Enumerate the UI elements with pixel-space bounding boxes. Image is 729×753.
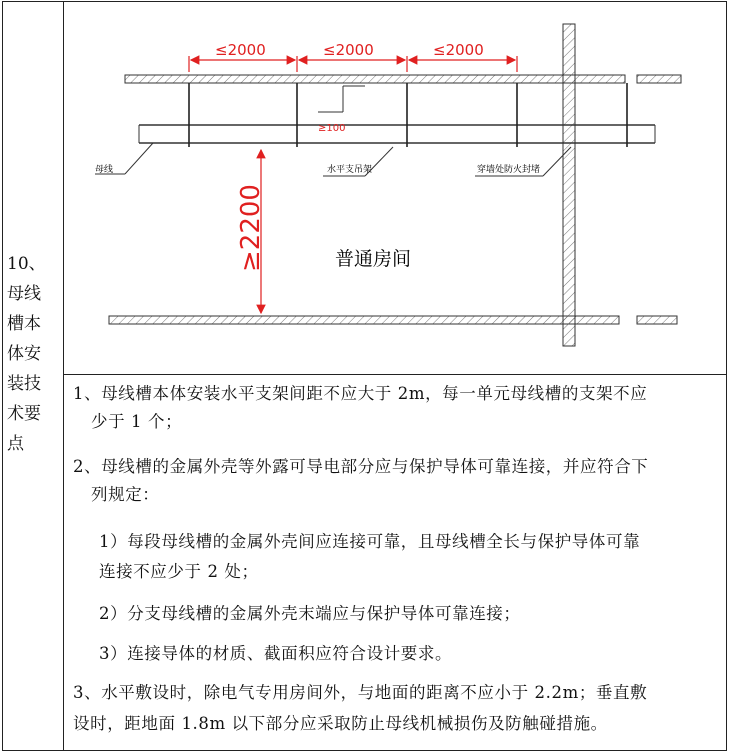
req-2-line-1: 2、母线槽的金属外壳等外露可导电部分应与保护导体可靠连接，并应符合下 [73, 457, 649, 476]
column-divider [63, 2, 64, 750]
room-label: 普通房间 [335, 248, 412, 270]
req-2-line-2: 列规定： [91, 485, 160, 504]
req-3-line-1: 3、水平敷设时，除电气专用房间外，与地面的距离不应小于 2.2m；垂直敷 [73, 683, 648, 702]
sub-3: 3）连接导体的材质、截面积应符合设计要求。 [99, 644, 453, 663]
partition-wall [563, 24, 575, 346]
label-firestop: 穿墙处防火封堵 [477, 165, 541, 175]
offset-dimension [318, 86, 365, 112]
item-title-line-6: 点 [7, 434, 24, 454]
item-title-line-1: 母线 [7, 284, 41, 304]
floor-slab [109, 316, 677, 324]
sub-2: 2）分支母线槽的金属外壳末端应与保护导体可靠连接； [99, 604, 521, 623]
hanger-rods [189, 83, 627, 147]
offset-label: ≥100 [318, 123, 346, 134]
sub-1-line-2: 连接不应少于 2 处； [99, 562, 259, 581]
spec-table [2, 1, 727, 751]
busbar [139, 125, 655, 143]
item-label [7, 249, 59, 459]
item-title-line-2: 槽本 [7, 314, 41, 334]
req-3-line-2: 设时，距地面 1.8m 以下部分应采取防止母线机械损伤及防触碰措施。 [73, 714, 608, 733]
spacing-label-1: ≤2000 [215, 41, 266, 59]
height-label: ≥2200 [236, 184, 266, 272]
item-number: 10、 [7, 254, 46, 274]
req-1-line-2: 少于 1 个； [91, 412, 183, 431]
spacing-label-2: ≤2000 [323, 41, 374, 59]
item-title-line-3: 体安 [7, 344, 41, 364]
sub-1-line-1: 1）每段母线槽的金属外壳间应连接可靠，且母线槽全长与保护导体可靠 [99, 532, 641, 551]
item-title-line-4: 装技 [7, 374, 41, 394]
busbar-installation-diagram [65, 4, 727, 373]
label-busbar: 母线 [95, 165, 114, 175]
requirements-text [65, 374, 727, 751]
ceiling-slab [125, 75, 681, 83]
item-title-line-5: 术要 [7, 404, 41, 424]
req-1-line-1: 1、母线槽本体安装水平支架间距不应大于 2m，每一单元母线槽的支架不应 [73, 384, 648, 403]
spacing-label-3: ≤2000 [433, 41, 484, 59]
label-support: 水平支吊架 [327, 165, 373, 175]
